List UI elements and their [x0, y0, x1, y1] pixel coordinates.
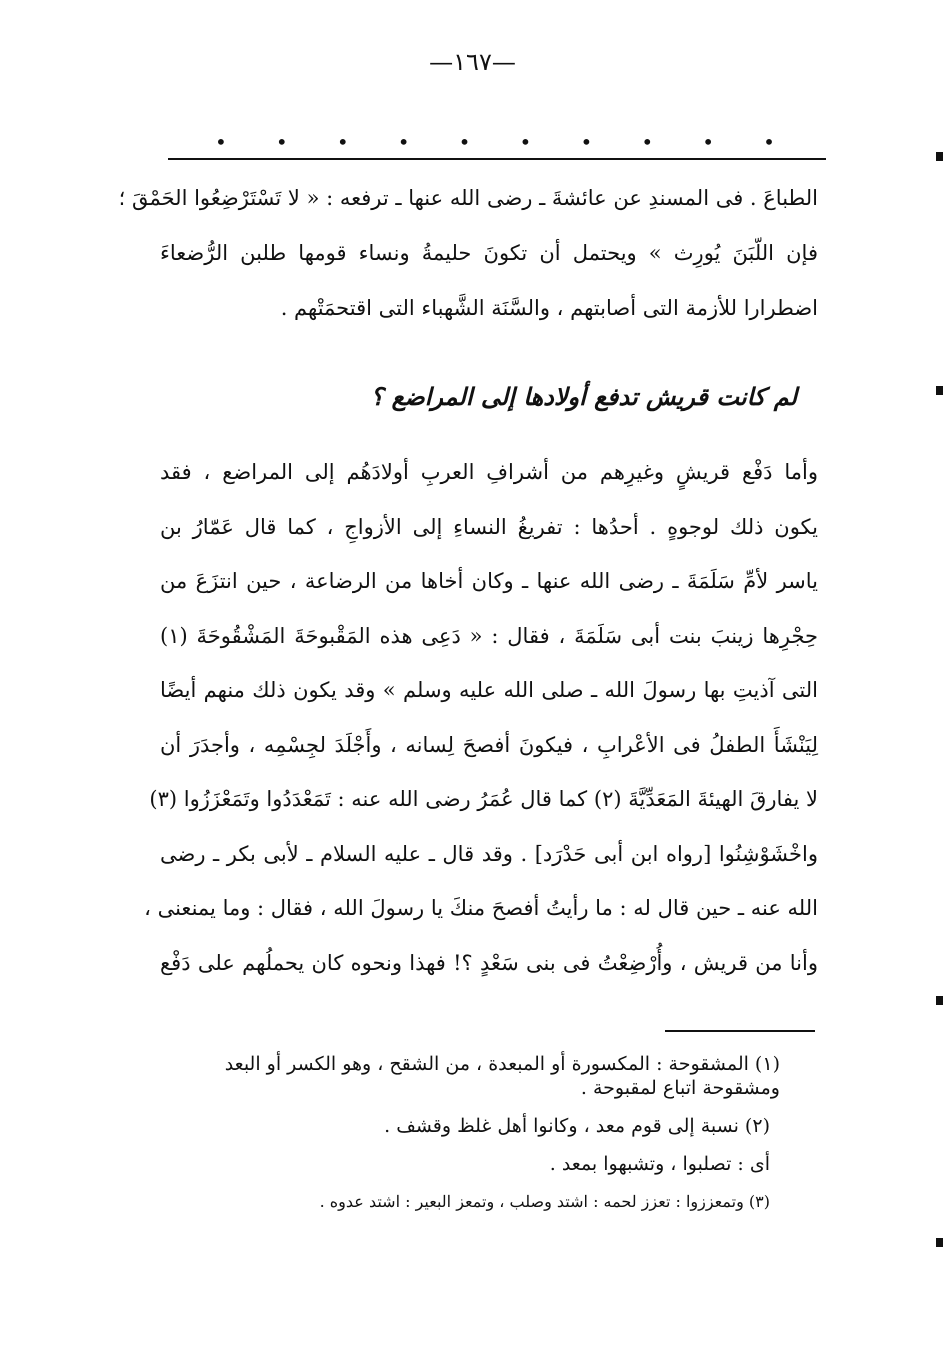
text-line: فإن اللّبَنَ يُورِث » ويحتمل أن تكونَ حليمةُ ونساء قومها طلبن الرُّضعاءَ [160, 241, 818, 265]
text-line: الطباعَ . فى المسندِ عن عائشةَ ـ رضى الله عنها ـ ترفعه : « لا تَسْتَرْضِعُوا الحَمْقَ ؛ [118, 186, 818, 210]
dot: • [702, 130, 715, 154]
dot: • [336, 130, 349, 154]
page-number: —١٦٧— [429, 48, 516, 76]
footnote-1-line-2: ومشقوحة اتباع لمقبوحة . [580, 1077, 780, 1099]
dot: • [215, 130, 227, 154]
footnote-3: (٣) وتمعززوا : تعزز لحمه : اشتد وصلب ، وتمعز البعير : اشتد عدوه . [319, 1192, 770, 1211]
margin-mark [936, 152, 943, 161]
dot: • [397, 130, 410, 154]
text-line: التى آذيتِ بها رسولَ الله ـ صلى الله عليه وسلم » وقد يكون ذلك منهم أيضًا [160, 678, 818, 702]
text-line: ياسر لأمِّ سَلَمَةَ ـ رضى الله عنها ـ وكان أخاها من الرضاعة ، حين انتزَعَ من [160, 569, 818, 593]
dot: • [641, 130, 654, 154]
paragraph-main [144, 460, 818, 1007]
text-line: واخْشَوْشِنُوا [رواه ابن أبى حَدْرَد] . وقد قال ـ عليه السلام ـ لأبى بكر ـ رضى [160, 841, 818, 866]
dot: • [763, 130, 775, 154]
footnote-rule [665, 1030, 815, 1032]
footnote-2: (٢) نسبة إلى قوم معد ، وكانوا أهل غلظ وقشف . [384, 1115, 770, 1137]
text-line: وأنا من قريش ، وأُرْضِعْتُ فى بنى سَعْدٍ ؟! فهذا ونحوه كان يحملُهم على دَفْع [160, 950, 818, 975]
text-line: حِجْرِها زينبَ بنت أبى سَلَمَةَ ، فقال : « دَعِى هذه المَقْبوحَةَ المَشْقُوحَةَ (١) [160, 623, 818, 648]
section-heading: لم كانت قريش تدفع أولادها إلى المراضع ؟ [370, 382, 797, 411]
text-line: الله عنه ـ حين قال له : ما رأيتُ أفصحَ منكَ يا رسولَ الله ، فقال : وما يمنعنى ، [144, 896, 818, 920]
text-line: اضطرارا للأزمة التى أصابتهم ، والسَّنَة الشَّهباء التى اقتحمَتْهم . [280, 296, 818, 320]
margin-mark [936, 996, 943, 1005]
dot: • [275, 130, 288, 154]
dot: • [519, 130, 532, 154]
dot: • [458, 130, 471, 154]
footnote-1 [160, 1052, 780, 1100]
footnote-1-line-1: (١) المشقوحة : المكسورة أو المبعدة ، من الشقح ، وهو الكسر أو البعد [224, 1053, 780, 1075]
ornament-dots [215, 132, 775, 152]
text-line: يكون ذلك لوجوهٍ . أحدُها : تفريغُ النساءِ إلى الأزواجِ ، كما قال عَمّارُ بن [160, 514, 818, 539]
margin-mark [936, 1238, 943, 1247]
text-line: لا يفارقَ الهيئةَ المَعَدِّيَّةَ (٢) كما قال عُمَرُ رضى الله عنه : تَمَعْدَدُوا وتَمَعْزَزُوا (٣) [149, 787, 818, 811]
margin-mark [936, 386, 943, 395]
paragraph-continuation [118, 186, 818, 353]
dot: • [580, 130, 593, 154]
text-line: لِيَنْشَأَ الطفلُ فى الأعْرابِ ، فيكونَ أفصحَ لِسانه ، وأَجْلَدَ لجِسْمِه ، وأجدَرَ أن [160, 732, 818, 757]
footnotes [160, 1052, 780, 1228]
text-line: وأما دَفْع قريشٍ وغيرِهم من أشرافِ العربِ أولادَهُم إلى المراضع ، فقد [160, 460, 818, 484]
footnote-2-gloss: أى : تصلبوا ، وتشبهوا بمعد . [549, 1153, 770, 1175]
header-rule [168, 158, 826, 160]
